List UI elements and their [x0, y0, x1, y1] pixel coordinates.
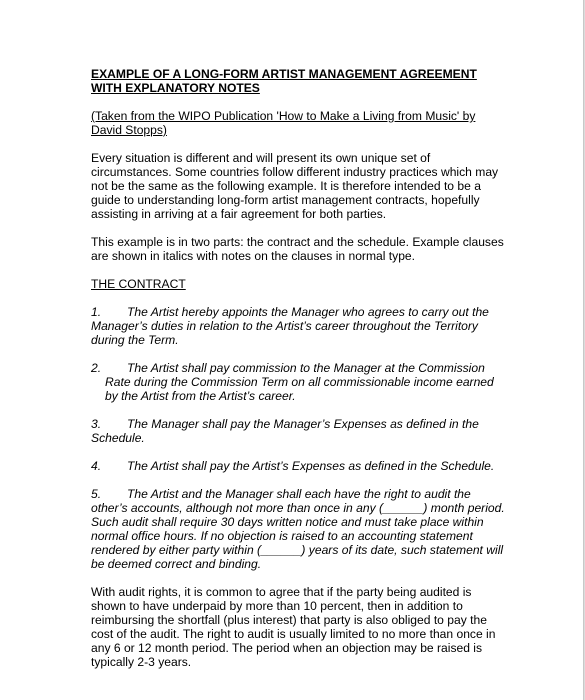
- text-line: circumstances. Some countries follow different industry practices which may: [91, 165, 499, 179]
- text-line: are shown in italics with notes on the clauses in normal type.: [91, 249, 416, 263]
- title-line-2: WITH EXPLANATORY NOTES: [91, 81, 260, 95]
- text-line: by the Artist from the Artist’s career.: [105, 389, 296, 403]
- text-line: rendered by either party within (______) years of its date, such statement will: [91, 543, 504, 557]
- clause-number: 1.: [91, 305, 102, 319]
- text-line: not be the same as the following example. It is therefore intended to be a: [91, 179, 481, 193]
- text-line: Every situation is different and will present its own unique set of: [91, 151, 431, 165]
- text-line: during the Term.: [91, 333, 179, 347]
- text-line: Schedule.: [91, 431, 145, 445]
- text-line: Such audit shall require 30 days written notice and must take place within: [91, 515, 484, 529]
- title-line-1: EXAMPLE OF A LONG-FORM ARTIST MANAGEMENT AGREEMENT: [91, 67, 477, 81]
- contract-heading: THE CONTRACT: [91, 277, 186, 291]
- text-line: This example is in two parts: the contract and the schedule. Example clauses: [91, 235, 504, 249]
- text-line: With audit rights, it is common to agree that if the party being audited is: [91, 585, 472, 599]
- source-line-1: (Taken from the WIPO Publication 'How to Make a Living from Music' by: [91, 109, 476, 123]
- text-line: The Artist shall pay commission to the Manager at the Commission: [127, 361, 485, 375]
- intro-paragraph-1: [91, 151, 511, 221]
- text-line: typically 2-3 years.: [91, 655, 192, 669]
- text-line: The Artist hereby appoints the Manager who agrees to carry out the: [127, 305, 489, 319]
- clause-number: 4.: [91, 459, 102, 473]
- document-body: [91, 67, 511, 669]
- audit-note-paragraph: [91, 585, 511, 669]
- clause-2: [91, 361, 511, 403]
- text-line: any 6 or 12 month period. The period when an objection may be raised is: [91, 641, 483, 655]
- text-line: The Artist shall pay the Artist’s Expenses as defined in the Schedule.: [127, 459, 495, 473]
- text-line: be deemed correct and binding.: [91, 557, 262, 571]
- text-line: assisting in arriving at a fair agreement for both parties.: [91, 207, 387, 221]
- text-line: cost of the audit. The right to audit is usually limited to no more than once in: [91, 627, 496, 641]
- text-line: shown to have underpaid by more than 10 percent, then in addition to: [91, 599, 463, 613]
- text-line: The Artist and the Manager shall each have the right to audit the: [127, 487, 471, 501]
- text-line: reimbursing the shortfall (plus interest) that party is also obliged to pay the: [91, 613, 487, 627]
- clause-4: [91, 459, 511, 473]
- source-line-2: David Stopps): [91, 123, 167, 137]
- text-line: guide to understanding long-form artist management contracts, hopefully: [91, 193, 480, 207]
- intro-paragraph-2: [91, 235, 511, 263]
- clause-3: [91, 417, 511, 445]
- source-citation: [91, 109, 511, 137]
- text-line: The Manager shall pay the Manager’s Expenses as defined in the: [127, 417, 479, 431]
- clause-number: 2.: [91, 361, 102, 375]
- document-title: [91, 67, 511, 95]
- text-line: Manager’s duties in relation to the Artist’s career throughout the Territory: [91, 319, 478, 333]
- clause-number: 3.: [91, 417, 102, 431]
- text-line: normal office hours. If no objection is raised to an accounting statement: [91, 529, 473, 543]
- clause-5: [91, 487, 511, 571]
- text-line: Rate during the Commission Term on all commissionable income earned: [105, 375, 494, 389]
- clause-number: 5.: [91, 487, 102, 501]
- text-line: other’s accounts, although not more than once in any (______) month period.: [91, 501, 505, 515]
- clause-1: [91, 305, 511, 347]
